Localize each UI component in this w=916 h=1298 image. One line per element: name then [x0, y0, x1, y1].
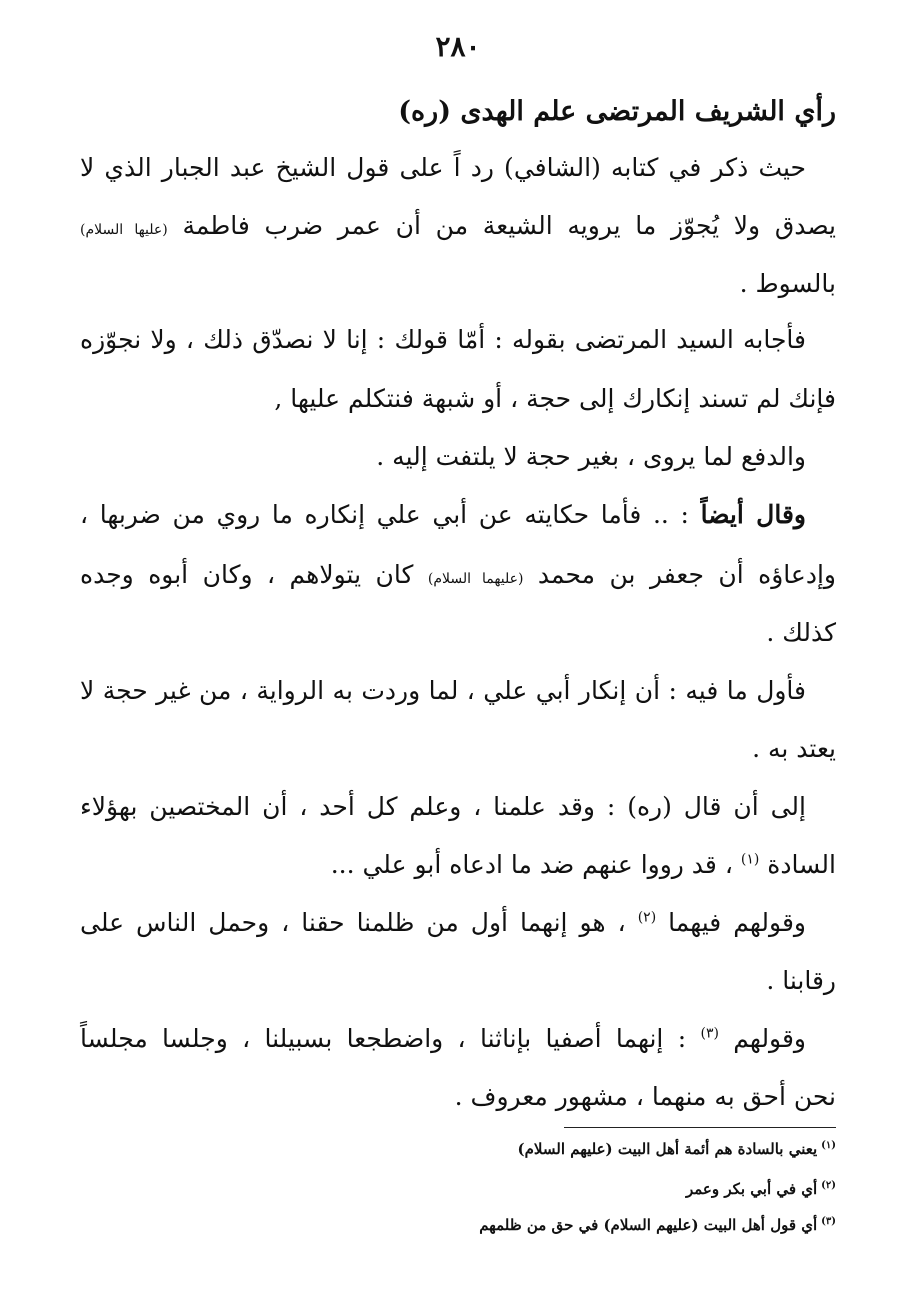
footnote-ref-3: (٣) — [700, 1025, 719, 1042]
paragraph-5-line-2-text-b: ، قد رووا عنهم ضد ما ادعاه أبو علي ... — [330, 850, 733, 879]
paragraph-4-line-1: فأول ما فيه : أن إنكار أبي علي ، لما وردت به الرواية ، من غير حجة لا — [80, 676, 806, 705]
paragraph-1-line-2 — [80, 211, 836, 241]
footnote-3-mark: (٣) — [821, 1216, 836, 1227]
paragraph-3-line-2-text-a: وإدعاؤه أن جعفر بن محمد — [537, 560, 836, 589]
paragraph-6-line-1-text-b: ، هو إنهما أول من ظلمنا حقنا ، وحمل الناس على — [80, 908, 626, 937]
footnote-2-mark: (٢) — [821, 1180, 836, 1191]
paragraph-5-line-2 — [331, 850, 836, 880]
paragraph-7-line-1 — [80, 1024, 806, 1054]
section-heading: رأي الشريف المرتضى علم الهدى (ره) — [398, 96, 836, 127]
paragraph-2-line-2: فإنك لم تسند إنكارك إلى حجة ، أو شبهة فنتكلم عليها , — [274, 384, 836, 413]
paragraph-6-line-2: رقابنا . — [766, 966, 836, 995]
paragraph-3-line-2-text-b: كان يتولاهم ، وكان أبوه وجده — [80, 560, 414, 589]
paragraph-1-line-1: حيث ذكر في كتابه (الشافي) رد اً على قول الشيخ عبد الجبار الذي لا — [80, 153, 806, 182]
paragraph-7-line-1-text-a: وقولهم — [733, 1024, 806, 1053]
footnote-2-text: أي في أبي بكر وعمر — [685, 1180, 818, 1198]
paragraph-7-line-1-text-b: : إنهما أصفيا بإناثنا ، واضطجعا بسبيلنا ، وجلسا مجلساً — [80, 1024, 687, 1053]
paragraph-6-line-1-text-a: وقولهم فيهما — [668, 908, 806, 937]
footnote-3 — [479, 1216, 836, 1234]
page-number: ٢٨٠ — [435, 30, 481, 63]
footnote-1-text: يعني بالسادة هم أئمة أهل البيت (عليهم السلام) — [517, 1140, 818, 1158]
footnote-ref-2: (٢) — [637, 909, 657, 926]
paragraph-3-line-3: كذلك . — [766, 618, 836, 647]
honorific-text: (عليهما السلام) — [427, 571, 524, 587]
paragraph-7-line-2: نحن أحق به منهما ، مشهور معروف . — [454, 1082, 836, 1111]
paragraph-2-line-1: فأجابه السيد المرتضى بقوله : أمّا قولك : إنا لا نصدّق ذلك ، ولا نجوّزه — [80, 325, 806, 354]
paragraph-6-line-1 — [80, 908, 806, 938]
honorific-text: (عليها السلام) — [80, 222, 168, 238]
footnote-divider — [564, 1127, 836, 1128]
paragraph-3-line-1-text: : .. فأما حكايته عن أبي علي إنكاره ما روي من ضربها ، — [80, 500, 701, 529]
paragraph-3-line-2 — [80, 560, 836, 590]
paragraph-4-line-2: يعتد به . — [752, 734, 836, 763]
paragraph-3-line-1 — [80, 500, 806, 530]
paragraph-1-line-2-text: يصدق ولا يُجوّز ما يرويه الشيعة من أن عمر ضرب فاطمة — [182, 211, 836, 240]
paragraph-3-lead: وقال أيضاً — [700, 500, 806, 529]
footnote-1-mark: (١) — [821, 1140, 836, 1151]
footnote-2 — [686, 1180, 836, 1198]
footnote-ref-1: (١) — [740, 851, 760, 868]
footnote-1 — [518, 1140, 836, 1158]
paragraph-2-line-3: والدفع لما يروى ، بغير حجة لا يلتفت إليه . — [376, 442, 806, 471]
paragraph-5-line-1: إلى أن قال (ره) : وقد علمنا ، وعلم كل أحد ، أن المختصين بهؤلاء — [80, 792, 806, 821]
paragraph-1-line-3: بالسوط . — [739, 269, 836, 298]
paragraph-5-line-2-text-a: السادة — [767, 850, 836, 879]
footnote-3-text: أي قول أهل البيت (عليهم السلام) في حق من ظلمهم — [479, 1216, 818, 1234]
